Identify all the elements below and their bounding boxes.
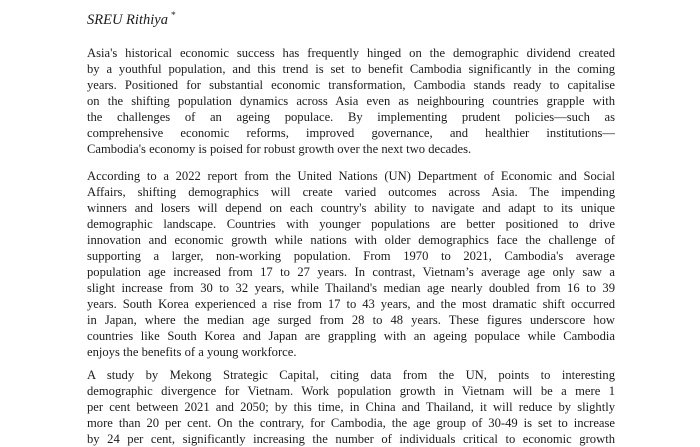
text-line: on the shifting population dynamics across Asia even as neighbouring countries grapple with [87,93,615,108]
text-line: enjoys the benefits of a young workforce. [87,344,297,359]
text-line: in Japan, where the median age surged from 28 to 48 years. These figures underscore how [87,312,615,327]
text-line: According to a 2022 report from the United Nations (UN) Department of Economic and Social [87,168,615,183]
text-line: more than 20 per cent. On the contrary, for Cambodia, the age group of 30-49 is set to increase [87,415,615,430]
text-line: demographic landscape. Countries with younger populations are better positioned to drive [87,216,615,231]
paragraph [87,367,615,447]
text-line: comprehensive economic reforms, improved governance, and healthier institutions— [87,125,615,140]
page [0,7,615,447]
article-body [87,45,615,447]
text-line: winners and losers will depend on each country's ability to navigate and adapt to its unique [87,200,615,215]
text-line: population age increased from 17 to 27 years. In contrast, Vietnam’s average age only saw a [87,264,615,279]
text-line: demographic divergence for Vietnam. Work population growth in Vietnam will be a mere 1 [87,383,615,398]
text-line: by 24 per cent, significantly increasing the number of individuals critical to economic growth [87,431,615,446]
document-page [0,7,700,446]
text-line: Cambodia's economy is poised for robust growth over the next two decades. [87,141,472,156]
text-line: slight increase from 30 to 32 years, while Thailand's median age nearly doubled from 16 to 39 [87,280,615,295]
text-line: per cent between 2021 and 2050; by this time, in China and Thailand, it will reduce by slightly [87,399,615,414]
text-line: years. South Korea experienced a rise from 17 to 43 years, and the most dramatic shift occurred [87,296,615,311]
author-line [87,7,615,29]
author-footnote-marker: * [170,11,176,21]
text-line: countries like South Korea and Japan are grappling with an ageing populace while Cambodia [87,328,615,343]
author-name: SREU Rithiya [87,11,168,28]
text-line: by a youthful population, and this trend is set to benefit Cambodia significantly in the coming [87,61,615,76]
paragraph [87,45,615,157]
paragraph [87,168,615,360]
text-line: Asia's historical economic success has frequently hinged on the demographic dividend created [87,45,615,60]
text-line: supporting a larger, non-working population. From 1970 to 2021, Cambodia's average [87,248,615,263]
text-line: innovation and economic growth while nations with older demographics face the challenge of [87,232,615,247]
text-line: years. Positioned for substantial economic transformation, Cambodia stands ready to capitalise [87,77,615,92]
text-line: A study by Mekong Strategic Capital, citing data from the UN, points to interesting [87,367,615,382]
text-line: the challenges of an ageing populace. By implementing prudent policies—such as [87,109,615,124]
text-line: Affairs, shifting demographics will create varied outcomes across Asia. The impending [87,184,615,199]
